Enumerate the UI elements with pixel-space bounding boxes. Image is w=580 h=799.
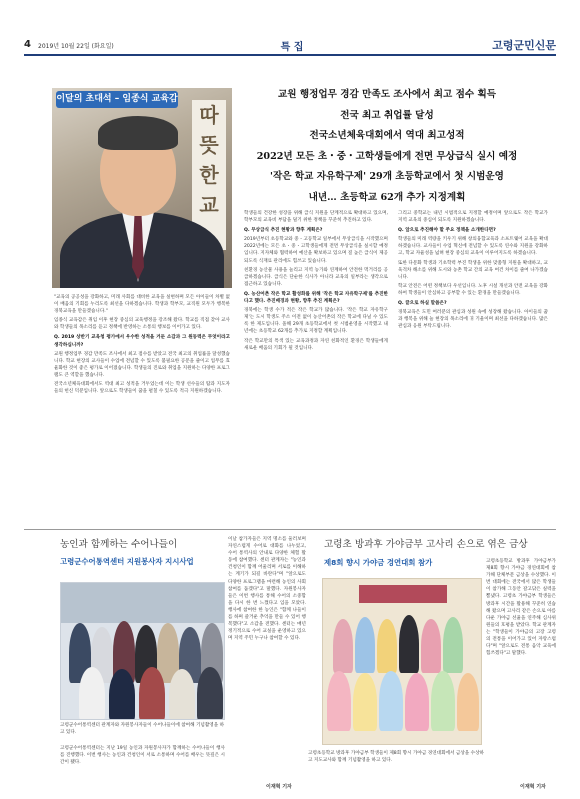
paragraph: 친환경 농산물 사용을 늘리고 지역 농가와 연계하여 안전한 먹거리를 공급하겠습니다. 급식은 단순한 식사가 아니라 교육의 일부라는 생각으로 접근하고 있습니다.	[244, 267, 388, 287]
page-header	[24, 36, 556, 56]
gayageum-photo-caption: 고령초등학교 방과후 가야금부 학생들이 제8회 향시 가야금 경연대회에서 금상을 수상하고 지도교사와 함께 기념촬영을 하고 있다.	[308, 751, 484, 764]
headline: 2022년 모든 초・중・고학생들에게 전면 무상급식 실시 예정	[256, 150, 518, 162]
volunteer-article-title: 농인과 함께하는 수어나들이	[60, 539, 178, 550]
headline: 내년… 초등학교 62개 추가 지정계획	[308, 191, 466, 203]
newspaper-name: 고령군민신문	[492, 39, 556, 52]
issue-date: 2019년 10월 22일 (화요일)	[38, 43, 114, 50]
paragraph: 2019년부터 초등학교와 중・고등학교 일부에서 무상급식을 시작했으며 2022년에는 모든 초・중・고학생들에게 전면 무상급식을 실시할 예정입니다. 지자체와 협력하여 예산을 확보하고 있으며 질 높은 급식이 제공되도록 식재료 관리에도 힘쓰고 있습니다.	[244, 237, 388, 264]
interview-question: Q. 농산어촌 작은 학교 활성화를 위해 '작은 학교 자유학구제'를 추진한다고 했다. 추진배경과 현황, 향후 추진 계획은?	[244, 291, 388, 305]
volunteer-article-side: 이날 참가자들은 지역 명소를 둘러보며 자연스럽게 수어로 대화를 나누었고, 수어 통역사의 안내로 다양한 체험 활동에 참여했다. 센터 관계자는 "농인과 건청인이 함께 어울리며 서로를 이해하는 계기가 되길 바란다"며 "앞으로도 다양한 프로그램을 마련해 농인의 사회 참여를 돕겠다"고 말했다. 자원봉사자들은 이번 행사를 통해 수어의 소중함을 다시 한 번 느꼈다고 입을 모았다. 행사에 참여한 한 농인은 "함께 나들이를 하며 즐거운 추억을 만들 수 있어 행복했다"고 소감을 전했다. 센터는 매년 정기적으로 수어 교실을 운영하고 있으며 지역 주민 누구나 참여할 수 있다.	[228, 537, 306, 642]
paragraph: 작은 학교만의 특색 있는 교육과정과 자연 친화적인 환경은 학생들에게 새로운 배움의 기회가 될 것입니다.	[244, 338, 388, 351]
interview-question: Q. 무상급식 추진 현황과 향후 계획은?	[244, 228, 323, 234]
paragraph: 경북에는 학생 수가 적은 작은 학교가 많습니다. '작은 학교 자유학구제'는 도시 학생도 주소 이전 없이 농산어촌의 작은 학교에 다닐 수 있도록 한 제도입니다. 올해 29개 초등학교에서 첫 시범운영을 시작했고 내년에는 초등학교 62개를 추가로 지정할 계획입니다.	[244, 308, 388, 335]
paragraph: 또한 다문화 학생과 기초학력 부진 학생을 위한 맞춤형 지원을 확대하고, 교육격차 해소를 위해 도시와 농촌 학교 간의 교육 여건 차이를 줄여 나가겠습니다.	[398, 260, 548, 280]
volunteer-group-photo	[60, 582, 225, 720]
headline: '작은 학교 자유학구제' 29개 초등학교에서 첫 시범운영	[270, 171, 504, 182]
paragraph: "교육의 공공성을 강화하고, 미래 사회를 대비한 교육을 실현하며 모든 아이들이 차별 없이 배움의 기회를 누리도록 최선을 다하겠습니다. 학생과 학부모, 교직원 모두가 행복한 경북교육을 만들겠습니다."	[54, 295, 230, 315]
paragraph: 교원 행정업무 경감 만족도 조사에서 최고 점수를 받았고 전국 최고의 취업률을 달성했습니다. 학교 현장의 교사들이 수업에 전념할 수 있도록 불필요한 공문을 줄이고 업무를 효율화한 것이 좋은 평가로 이어졌습니다. 학생들의 진로와 취업을 지원하는 다양한 프로그램도 큰 역할을 했습니다.	[54, 351, 230, 378]
paragraph: 전국소년체육대회에서도 역대 최고 성적을 거두었는데 이는 학생 선수들의 땀과 지도자들의 헌신 덕분입니다. 앞으로도 학생들이 꿈을 펼칠 수 있도록 적극 지원하겠습니다.	[54, 382, 230, 395]
headline: 교원 행정업무 경감 만족도 조사에서 최고 점수 획득	[278, 89, 496, 100]
interview-question: Q. 끝으로 하실 말씀은?	[398, 301, 447, 307]
headline: 전국 최고 취업률 달성	[340, 109, 434, 121]
superintendent-photo	[52, 88, 232, 288]
gayageum-article-subtitle: 제8회 향시 가야금 경연대회 참가	[324, 558, 433, 567]
paragraph: 학생들의 미래 역량을 키우기 위해 창의융합교육과 소프트웨어 교육을 확대하겠습니다. 교사들이 수업 혁신에 전념할 수 있도록 연수와 지원을 강화하고, 학교 자율성을 넓혀 현장 중심의 교육이 이루어지도록 하겠습니다.	[398, 237, 548, 257]
volunteer-article-subtitle: 고령군수어통역센터 지원봉사자 지시사업	[60, 557, 194, 566]
article-column-3	[398, 210, 548, 510]
article-column-2	[244, 210, 388, 530]
article-column-1	[54, 294, 230, 502]
paragraph: 그리고 중학교는 내년 시범적으로 지정할 예정이며 앞으로도 작은 학교가 지역 교육의 중심이 되도록 지원하겠습니다.	[398, 211, 548, 224]
volunteer-article-body: 고령군수어통역센터는 지난 19일 농인과 자원봉사자가 함께하는 수어나들이 행사를 진행했다. 이번 행사는 농인과 건청인이 서로 소통하며 수어를 배우는 뜻깊은 시간이 됐다.	[60, 746, 225, 766]
section-title: 특 집	[280, 42, 304, 53]
headline: 전국소년체육대회에서 역대 최고성적	[309, 130, 465, 141]
gayageum-byline: 이재혁 기자	[520, 784, 546, 790]
paragraph: 경북교육은 도민 여러분의 관심과 성원 속에 성장해 왔습니다. 아이들의 꿈과 행복을 위해 늘 현장의 목소리에 귀 기울이며 최선을 다하겠습니다. 많은 관심과 응원 부탁드립니다.	[398, 310, 548, 330]
gayageum-article-body: 고령초등학교 방과후 가야금부가 제8회 향시 가야금 경연대회에 참가해 단체부문 금상을 수상했다. 이번 대회에는 전국에서 많은 학생들이 참가해 그동안 갈고닦은 실력을 뽐냈다. 고령초 가야금부 학생들은 방과후 시간을 활용해 꾸준히 연습해 왔으며 고사리 같은 손으로 아름다운 가야금 선율을 연주해 심사위원들의 호평을 받았다. 학교 관계자는 "학생들이 가야금의 고장 고령의 전통을 이어가고 있어 자랑스럽다"며 "앞으로도 전통 음악 교육에 힘쓰겠다"고 말했다.	[486, 559, 556, 657]
paragraph: 학생들의 건강한 성장을 위해 급식 지원을 단계적으로 확대하고 있으며, 학부모의 교육비 부담을 덜기 위한 정책을 꾸준히 추진하고 있다.	[244, 211, 388, 224]
paragraph: 학교 안전은 어떤 정책보다 우선입니다. 노후 시설 개선과 안전 교육을 강화하여 학생들이 안심하고 공부할 수 있는 환경을 만들겠습니다.	[398, 283, 548, 296]
interview-question: Q. 앞으로 추진해야 할 주요 정책을 소개한다면?	[398, 228, 496, 234]
paragraph: 임종식 교육감은 취임 이후 현장 중심의 교육행정을 강조해 왔다. 학교를 직접 찾아 교사와 학생들의 목소리를 듣고 정책에 반영하는 소통의 행보를 이어가고 있다.	[54, 318, 230, 331]
feature-headlines	[232, 85, 542, 208]
gayageum-article-title: 고령초 방과후 가야금부 고사리 손으로 엮은 금상	[324, 539, 528, 550]
gayageum-group-photo	[322, 578, 482, 745]
feature-label: 이달의 초대석 – 임종식 교육감	[56, 91, 178, 108]
page-number: 4	[24, 39, 31, 50]
photo-banner: 따뜻한교	[192, 100, 226, 250]
interview-question: Q. 2019 상반기 교육청 평가에서 우수한 성적을 거둔 소감과 그 원동력은 무엇이라고 생각하십니까?	[54, 335, 230, 348]
volunteer-byline: 이재혁 기자	[266, 784, 292, 790]
section-divider	[24, 529, 556, 530]
volunteer-photo-caption: 고령군수어통역센터 관계자와 자원봉사자들이 수어나들이에 참여해 기념촬영을 하고 있다.	[60, 723, 225, 736]
